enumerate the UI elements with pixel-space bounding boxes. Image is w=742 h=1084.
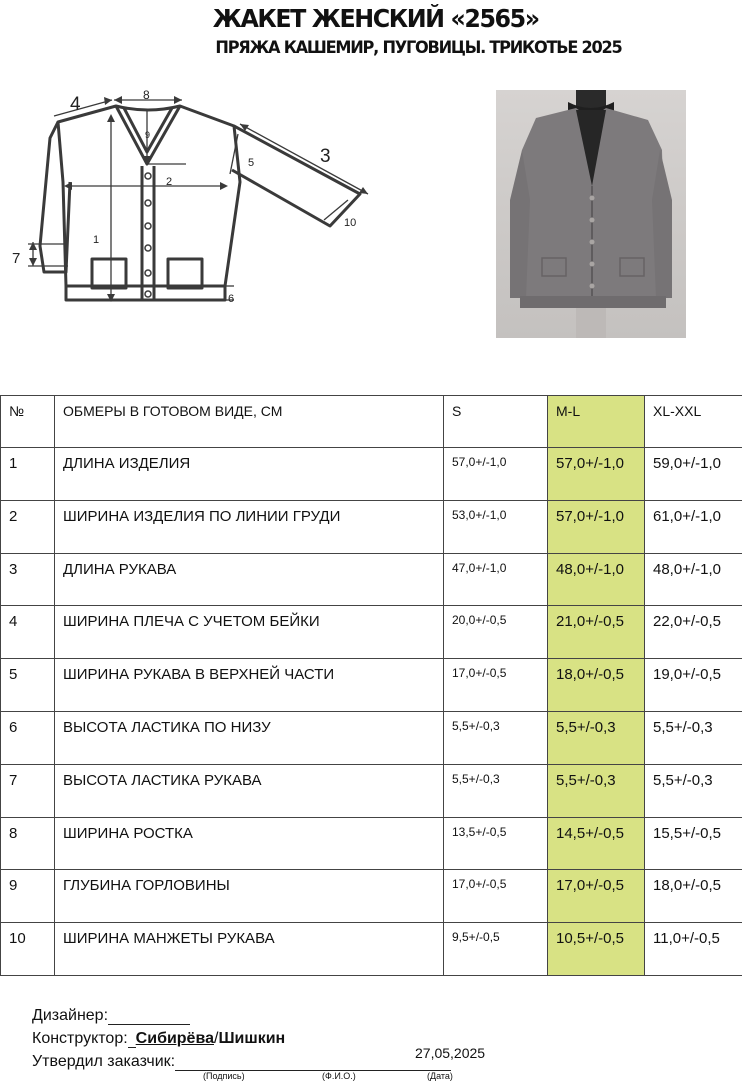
constructor-line: [32, 1030, 285, 1048]
header-size-xl: XL-XXL: [645, 396, 742, 448]
approved-label: Утвердил заказчик:: [32, 1053, 176, 1070]
row-size-s: 5,5+/-0,3: [444, 711, 548, 764]
approval-date: 27,05,2025: [415, 1045, 486, 1061]
sketch-label-2: 2: [166, 176, 173, 188]
row-size-xl: 22,0+/-0,5: [645, 606, 742, 659]
row-measurement-name: ВЫСОТА ЛАСТИКА ПО НИЗУ: [55, 711, 444, 764]
row-size-ml: 57,0+/-1,0: [548, 448, 645, 501]
row-size-s: 13,5+/-0,5: [444, 817, 548, 870]
table-row: [1, 870, 742, 923]
row-size-s: 57,0+/-1,0: [444, 448, 548, 501]
document-subtitle: ПРЯЖА КАШЕМИР, ПУГОВИЦЫ. ТРИКОТЬЕ 2025: [215, 38, 622, 58]
row-size-ml: 48,0+/-1,0: [548, 553, 645, 606]
row-size-xl: 5,5+/-0,3: [645, 764, 742, 817]
row-number: 6: [1, 711, 55, 764]
constructor-name-2: Шишкин: [218, 1030, 286, 1047]
designer-line: [32, 1007, 190, 1025]
sketch-label-3: 3: [320, 146, 331, 167]
row-size-s: 5,5+/-0,3: [444, 764, 548, 817]
designer-signature-line: [108, 1009, 190, 1025]
sketch-label-5: 5: [248, 157, 255, 169]
row-size-ml: 18,0+/-0,5: [548, 659, 645, 712]
row-number: 3: [1, 553, 55, 606]
row-size-xl: 15,5+/-0,5: [645, 817, 742, 870]
row-size-xl: 19,0+/-0,5: [645, 659, 742, 712]
garment-sketch: [8, 86, 388, 316]
sketch-label-9: 9: [145, 130, 151, 140]
row-measurement-name: ДЛИНА ИЗДЕЛИЯ: [55, 448, 444, 501]
table-row: [1, 817, 742, 870]
table-row: [1, 448, 742, 501]
product-photo: [496, 90, 686, 338]
row-size-ml: 10,5+/-0,5: [548, 923, 645, 976]
table-header-row: [1, 396, 742, 448]
table-row: [1, 606, 742, 659]
caption-fio: (Ф.И.О.): [322, 1071, 356, 1081]
caption-signature: (Подпись): [203, 1071, 245, 1081]
row-size-xl: 18,0+/-0,5: [645, 870, 742, 923]
header-name: ОБМЕРЫ В ГОТОВОМ ВИДЕ, СМ: [55, 396, 444, 448]
measurement-table: [0, 395, 742, 976]
constructor-separator: /: [213, 1030, 219, 1047]
row-size-ml: 21,0+/-0,5: [548, 606, 645, 659]
row-size-xl: 48,0+/-1,0: [645, 553, 742, 606]
constructor-label: Конструктор:: [32, 1030, 128, 1047]
row-measurement-name: ВЫСОТА ЛАСТИКА РУКАВА: [55, 764, 444, 817]
table-row: [1, 923, 742, 976]
table-row: [1, 500, 742, 553]
designer-label: Дизайнер:: [32, 1007, 109, 1024]
row-size-s: 20,0+/-0,5: [444, 606, 548, 659]
table-row: [1, 553, 742, 606]
table-row: [1, 711, 742, 764]
row-number: 2: [1, 500, 55, 553]
row-measurement-name: ГЛУБИНА ГОРЛОВИНЫ: [55, 870, 444, 923]
row-measurement-name: ШИРИНА МАНЖЕТЫ РУКАВА: [55, 923, 444, 976]
table-row: [1, 659, 742, 712]
row-measurement-name: ДЛИНА РУКАВА: [55, 553, 444, 606]
row-size-ml: 5,5+/-0,3: [548, 711, 645, 764]
row-size-xl: 11,0+/-0,5: [645, 923, 742, 976]
row-number: 4: [1, 606, 55, 659]
row-size-s: 17,0+/-0,5: [444, 659, 548, 712]
row-measurement-name: ШИРИНА РОСТКА: [55, 817, 444, 870]
sketch-label-10: 10: [344, 217, 357, 229]
sketch-label-8: 8: [143, 88, 150, 102]
row-size-s: 17,0+/-0,5: [444, 870, 548, 923]
row-size-s: 47,0+/-1,0: [444, 553, 548, 606]
sketch-label-4: 4: [70, 94, 81, 115]
row-number: 5: [1, 659, 55, 712]
header-size-ml: M-L: [548, 396, 645, 448]
row-measurement-name: ШИРИНА ИЗДЕЛИЯ ПО ЛИНИИ ГРУДИ: [55, 500, 444, 553]
header-size-s: S: [444, 396, 548, 448]
document-title: ЖАКЕТ ЖЕНСКИЙ «2565»: [212, 4, 539, 33]
row-size-ml: 17,0+/-0,5: [548, 870, 645, 923]
sketch-label-7: 7: [12, 250, 21, 267]
caption-date: (Дата): [427, 1071, 453, 1081]
row-size-ml: 57,0+/-1,0: [548, 500, 645, 553]
row-number: 8: [1, 817, 55, 870]
approval-line: [32, 1053, 451, 1071]
row-number: 10: [1, 923, 55, 976]
row-number: 1: [1, 448, 55, 501]
row-size-ml: 5,5+/-0,3: [548, 764, 645, 817]
approval-signature-line: [175, 1055, 451, 1071]
sketch-label-6: 6: [228, 293, 235, 305]
sketch-label-1: 1: [93, 234, 100, 246]
row-number: 9: [1, 870, 55, 923]
header-num: №: [1, 396, 55, 448]
row-size-xl: 59,0+/-1,0: [645, 448, 742, 501]
row-measurement-name: ШИРИНА ПЛЕЧА С УЧЕТОМ БЕЙКИ: [55, 606, 444, 659]
row-size-s: 9,5+/-0,5: [444, 923, 548, 976]
row-size-xl: 5,5+/-0,3: [645, 711, 742, 764]
table-row: [1, 764, 742, 817]
row-size-ml: 14,5+/-0,5: [548, 817, 645, 870]
row-number: 7: [1, 764, 55, 817]
constructor-name: Сибирёва: [135, 1030, 214, 1047]
row-measurement-name: ШИРИНА РУКАВА В ВЕРХНЕЙ ЧАСТИ: [55, 659, 444, 712]
row-size-xl: 61,0+/-1,0: [645, 500, 742, 553]
row-size-s: 53,0+/-1,0: [444, 500, 548, 553]
